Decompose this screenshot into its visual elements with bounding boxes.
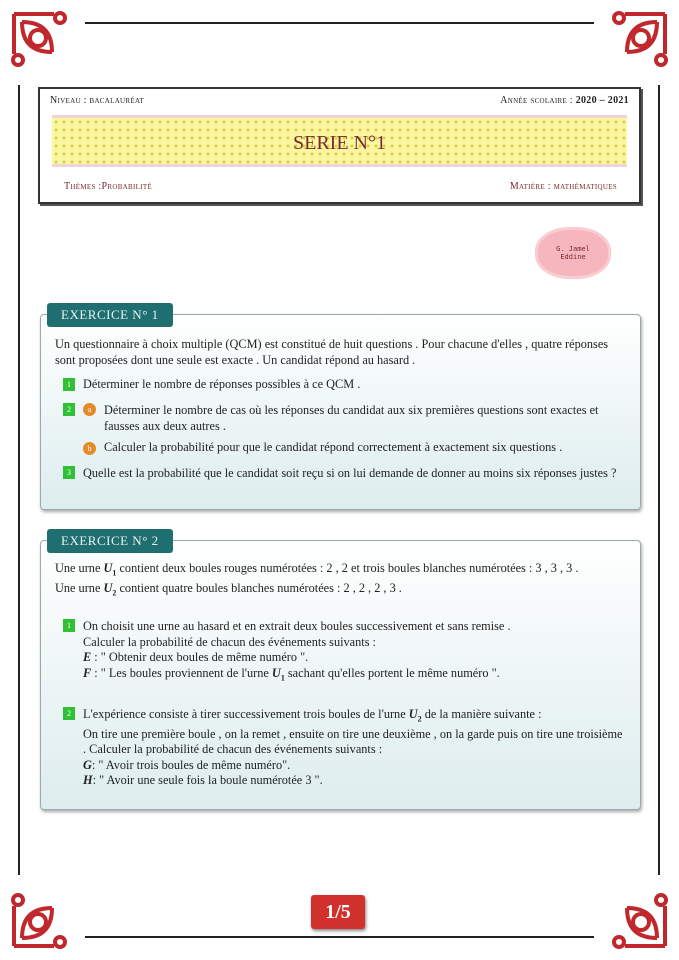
question-number: 2 xyxy=(63,707,75,720)
exercise-1-intro: Un questionnaire à choix multiple (QCM) est constitué de huit questions . Pour chacune d'elles , quatre réponses sont proposées dont une seule est exacte . Un candidat répond au hasard . xyxy=(55,337,609,367)
author-cloud xyxy=(538,230,608,276)
question-1 xyxy=(63,619,626,685)
exercise-1-title: EXERCICE N° 1 xyxy=(47,303,173,327)
frame-bottom xyxy=(85,936,594,938)
question-text: Déterminer le nombre de cas où les réponses du candidat aux six premières questions sont exactes et fausses aux deux autres . xyxy=(104,403,599,433)
exercise-1 xyxy=(40,307,641,510)
question-text: Calculer la probabilité de chacun des événements suivants : xyxy=(83,634,376,649)
question-number: 1 xyxy=(63,619,75,632)
page-title: SERIE N°1 xyxy=(293,132,386,154)
question-text: Déterminer le nombre de réponses possibles à ce QCM . xyxy=(83,377,361,391)
annee-value: 2020 – 2021 xyxy=(575,95,629,106)
frame-top xyxy=(85,22,594,24)
question-3 xyxy=(63,466,626,482)
frame-right xyxy=(658,85,660,875)
stars-banner xyxy=(52,115,627,167)
question-2 xyxy=(63,707,626,789)
question-text: L'expérience consiste à tirer successivement trois boules de l'urne $U_2$ de la manière suivante : xyxy=(83,707,542,724)
question-number: 3 xyxy=(63,466,75,479)
niveau-label: Niveau : bacalauréat xyxy=(50,95,145,106)
page-number: 1/5 xyxy=(311,895,365,929)
question-text: On choisit une urne au hasard et en extrait deux boules successivement et sans remise . xyxy=(83,619,511,633)
author-name-2: Eddine xyxy=(560,253,586,261)
matiere-label: Matière : mathématiques xyxy=(509,181,617,192)
themes-label: Thèmes :Probabilité xyxy=(64,181,152,192)
question-text: Quelle est la probabilité que le candidat soit reçu si on lui demande de donner au moins six réponses justes ? xyxy=(83,466,617,480)
event-h: H: " Avoir une seule fois la boule numérotée 3 ". xyxy=(83,773,323,788)
ornament-corner-icon xyxy=(8,8,80,80)
event-e: E : " Obtenir deux boules de même numéro ". xyxy=(83,650,309,664)
exercise-2-title: EXERCICE N° 2 xyxy=(47,529,173,553)
question-text: Calculer la probabilité pour que le candidat répond correctement à exactement six questions . xyxy=(104,440,563,454)
ornament-corner-icon xyxy=(599,8,671,80)
event-g: G: " Avoir trois boules de même numéro". xyxy=(83,757,291,772)
ornament-corner-icon xyxy=(599,880,671,952)
subquestion-label: b xyxy=(83,442,96,455)
urn-1-description: Une urne $U_1$ contient deux boules rouges numérotées : 2 , 2 et trois boules blanches numérotées : 3 , 3 , 3 . Une urne $U_2$ contient quatre boules blanches numérotées : 2 , 2 , 2 , 3 . xyxy=(55,561,579,598)
subquestion-label: a xyxy=(83,403,96,416)
ornament-corner-icon xyxy=(8,880,80,952)
question-text: On tire une première boule , on la remet , ensuite on tire une deuxième , on la garde puis on tire une troisième . Calculer la probabilité de chacun des événements suivants : xyxy=(83,726,623,757)
question-2b xyxy=(83,440,626,456)
question-1 xyxy=(63,377,626,393)
author-name: G. Jamel xyxy=(556,245,590,253)
document-header xyxy=(38,87,641,204)
question-number: 2 xyxy=(63,403,75,416)
frame-left xyxy=(18,85,20,875)
annee-label: Année scolaire : xyxy=(500,95,573,106)
exercise-2 xyxy=(40,533,641,810)
question-number: 1 xyxy=(63,378,75,391)
question-2a xyxy=(63,403,626,434)
event-f: F : " Les boules proviennent de l'urne $U_1$ sachant qu'elles portent le même numéro ". xyxy=(83,665,500,682)
